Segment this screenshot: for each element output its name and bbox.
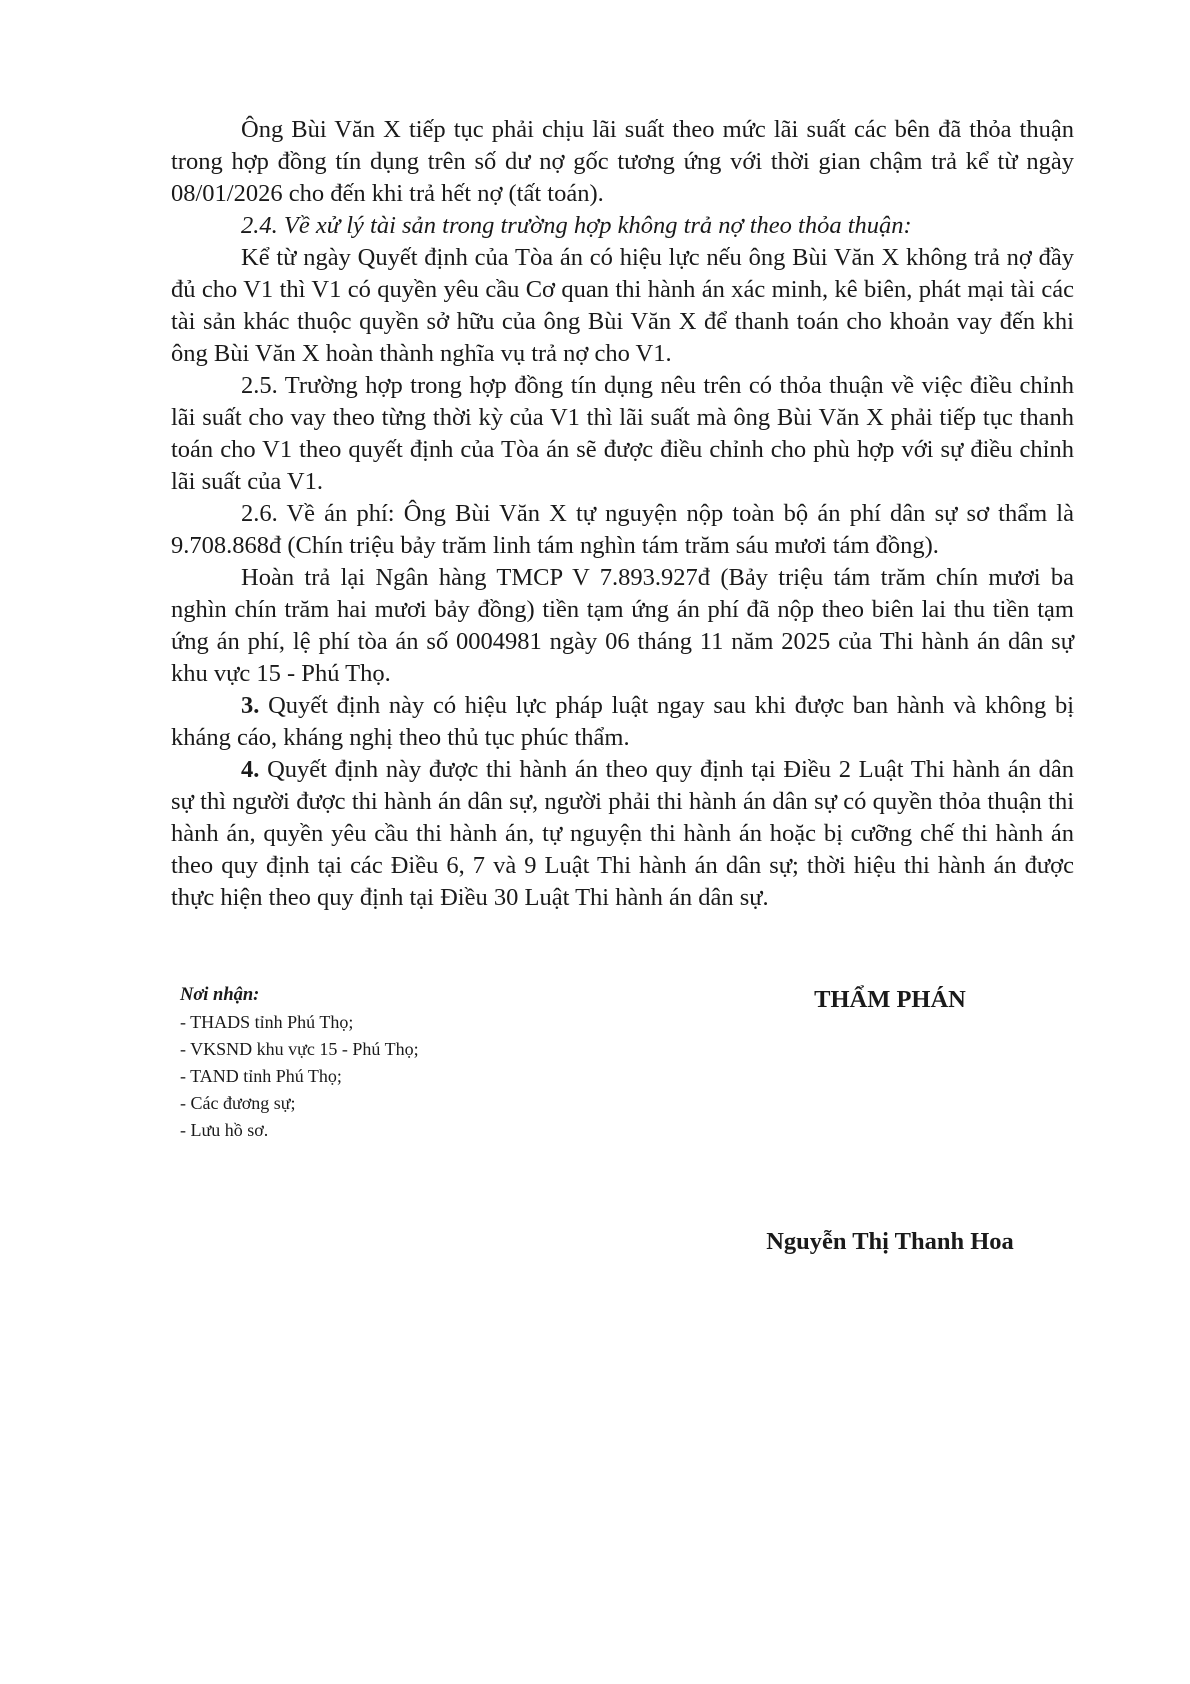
recipients-heading: Nơi nhận: bbox=[180, 985, 260, 1005]
recipients-list bbox=[180, 1009, 560, 1144]
list-item: - Các đương sự; bbox=[180, 1093, 296, 1113]
clause-number-4: 4. bbox=[241, 756, 260, 783]
paragraph-asset-handling: Kể từ ngày Quyết định của Tòa án có hiệu lực nếu ông Bùi Văn X không trả nợ đầy đủ cho V1 thì V1 có quyền yêu cầu Cơ quan thi hành án xác minh, kê biên, phát mại tài các tài sản khác thuộc quyền sở hữu của ông Bùi Văn X để thanh toán cho khoản vay đến khi ông Bùi Văn X hoàn thành nghĩa vụ trả nợ cho V1. bbox=[171, 244, 1074, 367]
clause-number-3: 3. bbox=[241, 692, 260, 719]
signer-name: Nguyễn Thị Thanh Hoa bbox=[766, 1228, 1014, 1255]
recipients-block bbox=[180, 982, 560, 1144]
clause-4-text: Quyết định này được thi hành án theo quy định tại Điều 2 Luật Thi hành án dân sự thì người được thi hành án dân sự, người phải thi hành án dân sự có quyền thỏa thuận thi hành án, quyền yêu cầu thi hành án, tự nguyện thi hành án hoặc bị cưỡng chế thi hành án theo quy định tại các Điều 6, 7 và 9 Luật Thi hành án dân sự; thời hiệu thi hành án được thực hiện theo quy định tại Điều 30 Luật Thi hành án dân sự. bbox=[171, 756, 1074, 911]
paragraph-late-interest: Ông Bùi Văn X tiếp tục phải chịu lãi suất theo mức lãi suất các bên đã thỏa thuận trong hợp đồng tín dụng trên số dư nợ gốc tương ứng với thời gian chậm trả kể từ ngày 08/01/2026 cho đến khi trả hết nợ (tất toán). bbox=[171, 116, 1074, 207]
paragraph-3-effect bbox=[171, 690, 1074, 754]
list-item: - Lưu hồ sơ. bbox=[180, 1120, 269, 1140]
paragraph-fee-refund: Hoàn trả lại Ngân hàng TMCP V 7.893.927đ (Bảy triệu tám trăm chín mươi ba nghìn chín trăm hai mươi bảy đồng) tiền tạm ứng án phí đã nộp theo biên lai thu tiền tạm ứng án phí, lệ phí tòa án số 0004981 ngày 06 tháng 11 năm 2025 của Thi hành án dân sự khu vực 15 - Phú Thọ. bbox=[171, 564, 1074, 687]
signer-title: THẨM PHÁN bbox=[814, 986, 966, 1013]
section-heading-2-4: 2.4. Về xử lý tài sản trong trường hợp không trả nợ theo thỏa thuận: bbox=[241, 212, 912, 239]
clause-3-text: Quyết định này có hiệu lực pháp luật ngay sau khi được ban hành và không bị kháng cáo, kháng nghị theo thủ tục phúc thẩm. bbox=[171, 692, 1074, 751]
decision-body bbox=[171, 114, 1074, 914]
list-item: - THADS tỉnh Phú Thọ; bbox=[180, 1012, 354, 1032]
paragraph-2-5-interest-adjustment: 2.5. Trường hợp trong hợp đồng tín dụng nêu trên có thỏa thuận về việc điều chỉnh lãi suất cho vay theo từng thời kỳ của V1 thì lãi suất mà ông Bùi Văn X phải tiếp tục thanh toán cho V1 theo quyết định của Tòa án sẽ được điều chỉnh cho phù hợp với sự điều chỉnh lãi suất của V1. bbox=[171, 372, 1074, 495]
list-item: - VKSND khu vực 15 - Phú Thọ; bbox=[180, 1039, 419, 1059]
paragraph-2-6-court-fee: 2.6. Về án phí: Ông Bùi Văn X tự nguyện nộp toàn bộ án phí dân sự sơ thẩm là 9.708.868đ (Chín triệu bảy trăm linh tám nghìn tám trăm sáu mươi tám đồng). bbox=[171, 500, 1074, 559]
paragraph-4-enforcement bbox=[171, 754, 1074, 914]
list-item: - TAND tỉnh Phú Thọ; bbox=[180, 1066, 342, 1086]
